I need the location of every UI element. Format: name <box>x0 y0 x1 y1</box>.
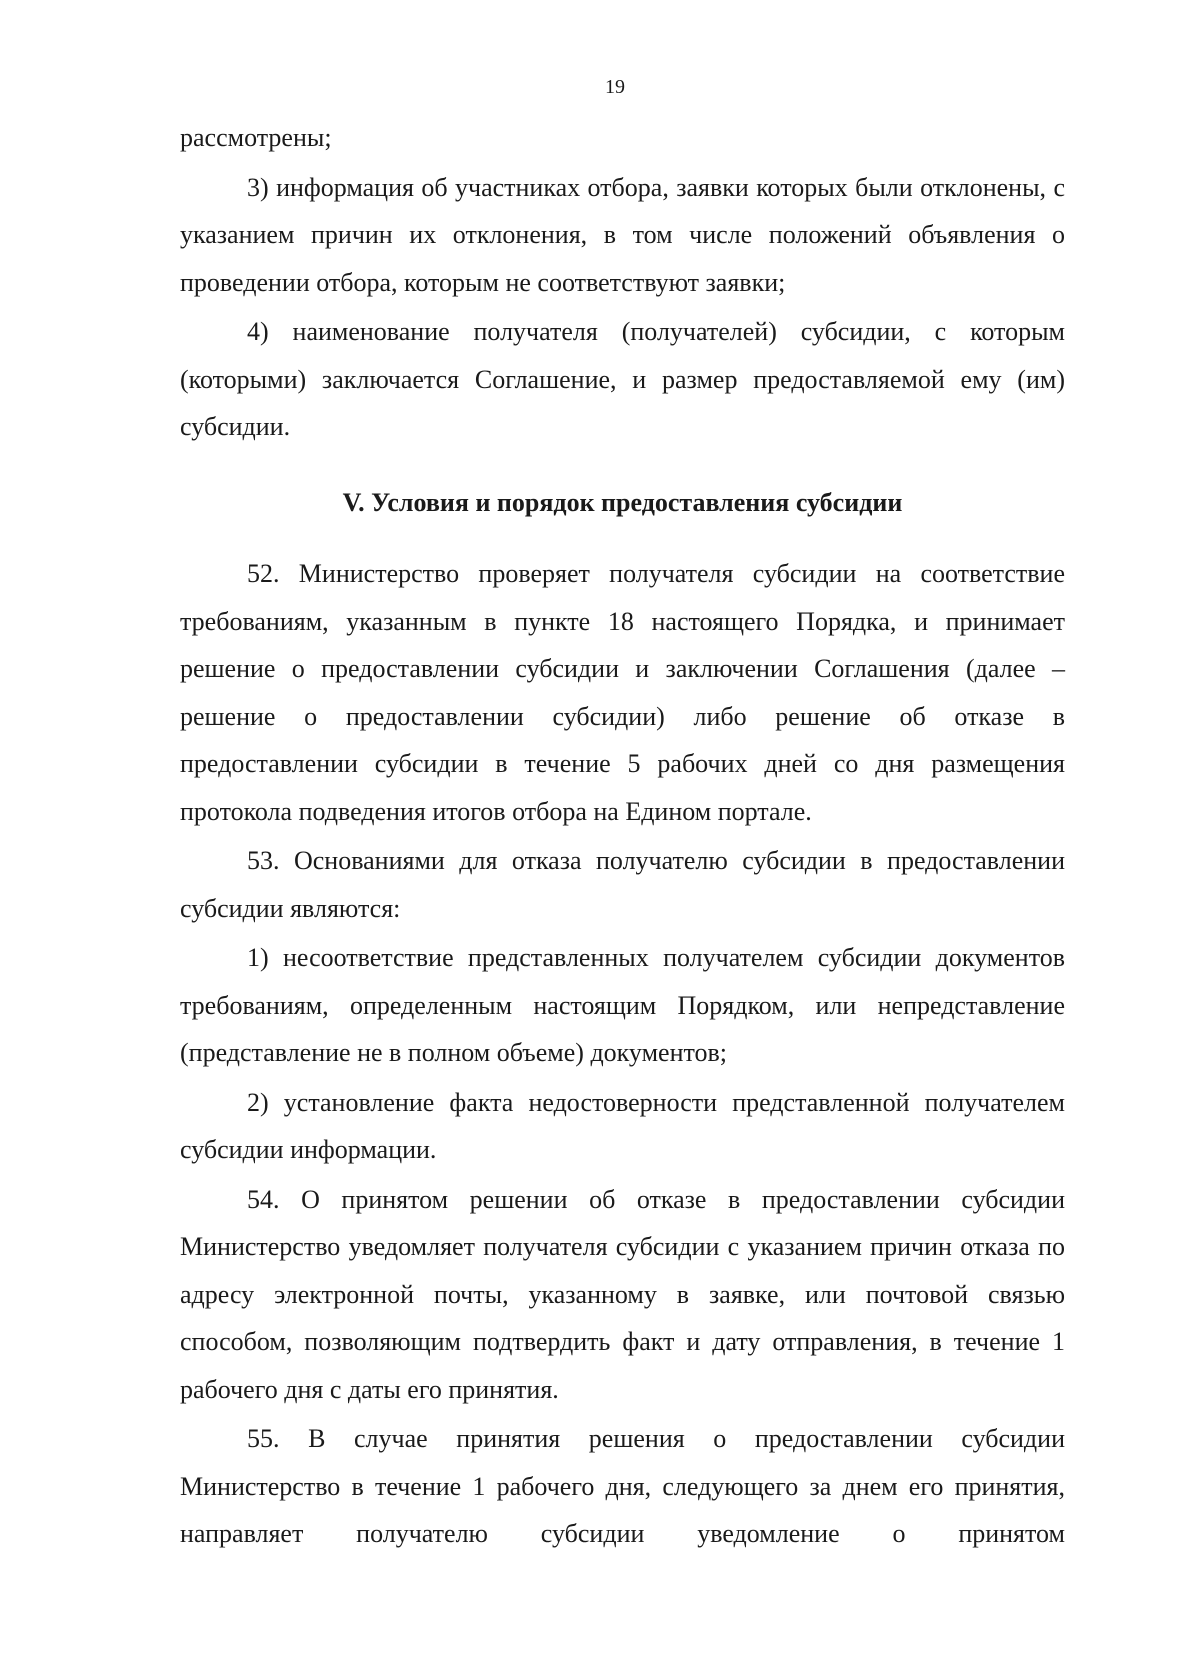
list-item-3: 3) информация об участниках отбора, заявки которых были отклонены, с указанием причин их отклонения, в том числе положений объявления о проведении отбора, которым не соответствуют заявки; <box>180 172 1065 297</box>
page-number: 19 <box>605 76 625 98</box>
document-body <box>180 114 1065 1558</box>
clause-53-item-1: 1) несоответствие представленных получателем субсидии документов требованиям, определенным настоящим Порядком, или непредставление (представление не в полном объеме) документов; <box>180 943 1065 1067</box>
list-item-4: 4) наименование получателя (получателей) субсидии, с которым (которыми) заключается Соглашение, и размер предоставляемой ему (им) субсидии. <box>180 317 1065 441</box>
clause-53-item-2: 2) установление факта недостоверности представленной получателем субсидии информации. <box>180 1087 1065 1164</box>
clause-54: 54. О принятом решении об отказе в предоставлении субсидии Министерство уведомляет получателя субсидии с указанием причин отказа по адресу электронной почты, указанному в заявке, или почтовой связью способом, позволяющим подтвердить факт и дату отправления, в течение 1 рабочего дня с даты его принятия. <box>180 1184 1065 1404</box>
clause-52: 52. Министерство проверяет получателя субсидии на соответствие требованиям, указанным в пункте 18 настоящего Порядка, и принимает решение о предоставлении субсидии и заключении Соглашения (далее – решение о предоставлении субсидии) либо решение об отказе в предоставлении субсидии в течение 5 рабочих дней со дня размещения протокола подведения итогов отбора на Едином портале. <box>180 559 1065 826</box>
clause-53: 53. Основаниями для отказа получателю субсидии в предоставлении субсидии являются: <box>180 846 1065 923</box>
clause-55: 55. В случае принятия решения о предоставлении субсидии Министерство в течение 1 рабочего дня, следующего за днем его принятия, направляет получателю субсидии уведомление о принятом <box>180 1424 1065 1548</box>
paragraph-fragment: рассмотрены; <box>180 123 332 152</box>
section-heading: V. Условия и порядок предоставления субсидии <box>342 487 903 517</box>
